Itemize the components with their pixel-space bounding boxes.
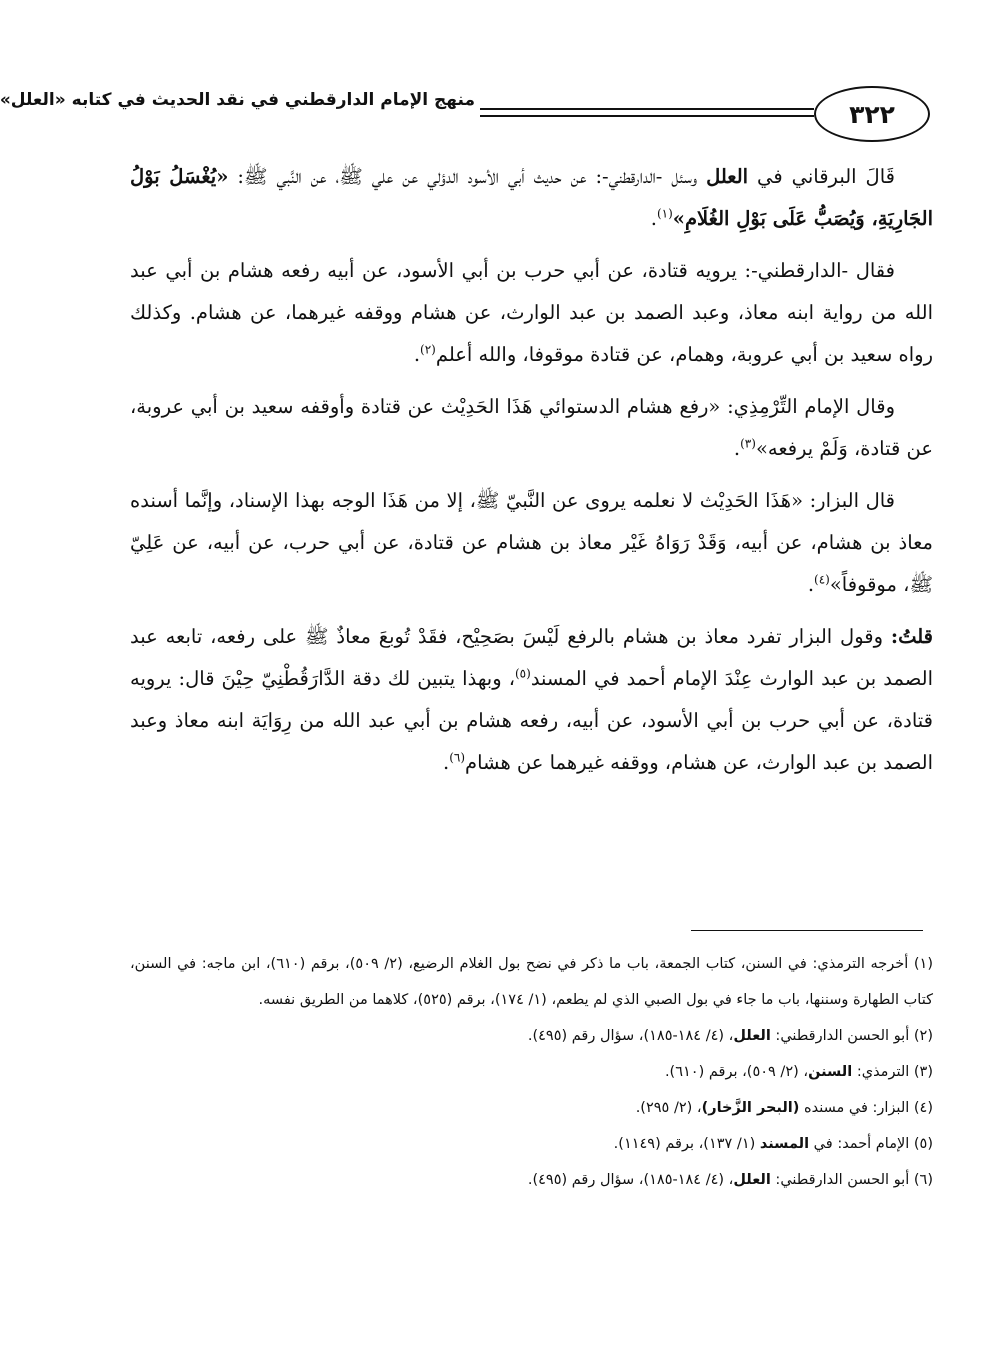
hadith-quote: «يُغْسَلُ بَوْلُ الجَارِيَةِ، وَيُصَبُّ عَلَى بَوْلِ الغُلَامِ» <box>130 165 933 230</box>
footnote-5 <box>130 1126 933 1162</box>
text-run: . <box>413 343 421 366</box>
footnote-text: ، (٢/ ٢٩٥). <box>635 1100 702 1116</box>
text-run: ، وبهذا يتبين لك دقة الدَّارَقُطْنِيّ حِيْنَ قال: يرويه قتادة، عن أبي حرب بن أبي الأسود، عن أبيه، رفعه هشام بن أبي عبد الله من رِوَايَة ابنه معاذ وعبد الصمد بن عبد الوارث، عن هشام، ووقفه غيرهما عن هشام <box>130 667 933 774</box>
footnotes <box>130 946 933 1198</box>
footnote-ref: (٤) <box>814 572 830 587</box>
running-title: منهج الإمام الدارقطني في نقد الحديث في كتابه «العلل» <box>0 90 475 110</box>
text-run: . <box>443 751 450 774</box>
header-double-rule <box>480 108 814 117</box>
book-title: السنن <box>808 1064 853 1080</box>
page-number: ٣٢٢ <box>814 86 930 142</box>
footnote-ref: (٣) <box>740 436 756 451</box>
footnote-text: (٦) أبو الحسن الدارقطني: <box>770 1172 933 1188</box>
footnote-text: (١) أخرجه الترمذي: في السنن، كتاب الجمعة، باب ما ذكر في نضح بول الغلام الرضيع، (٢/ ٥٠٩)، برقم (٦١٠)، ابن ماجه: في السنن، كتاب الطهارة وسننها، باب ما جاء في بول الصبي الذي لم يطعم، (١/ ١٧٤)، برقم (٥٢٥)، كلاهما من الطريق نفسه. <box>130 956 933 1008</box>
footnote-text: (٣) الترمذي: <box>852 1064 933 1080</box>
text-run: . <box>807 573 815 596</box>
footnote-text: (١/ ١٣٧)، برقم (١١٤٩). <box>613 1136 760 1152</box>
text-run: قال البزار: «هَذَا الحَدِيْث لا نعلمه يروى عن النَّبيّ ﷺ، إلا من هَذَا الوجه بهذا الإسناد، وإنَّما أسنده معاذ بن هشام، عن أبيه، وَقَدْ رَوَاهُ غَيْر معاذ بن هشام عن قتادة، عن أبي حرب، عن أبيه، عن عَلِيّ ﷺ، موقوفاً» <box>130 489 933 596</box>
qultu-label: قلتُ: <box>890 625 933 648</box>
book-title: العلل <box>733 1028 771 1044</box>
book-title: (البحر الزَّخار) <box>701 1100 800 1116</box>
footnote-4 <box>130 1090 933 1126</box>
footnote-ref: (٥) <box>514 666 531 681</box>
footnote-text: (٥) الإمام أحمد: في <box>809 1136 933 1152</box>
footnote-ref: (١) <box>656 206 673 221</box>
text-run: . <box>650 207 657 230</box>
paragraph-3 <box>130 386 933 470</box>
paragraph-5 <box>130 616 933 784</box>
main-text <box>130 156 933 794</box>
footnote-2 <box>130 1018 933 1054</box>
paragraph-2 <box>130 250 933 376</box>
footnote-text: ، (٢/ ٥٠٩)، برقم (٦١٠). <box>664 1064 809 1080</box>
book-title: العلل <box>706 165 749 188</box>
text-run: وقول البزار تفرد معاذ بن هشام بالرفع لَيْسَ بصَحِيْح، فقَدْ تُوبعَ معاذٌ ﷺ على رفعه، تابعه عبد الصمد بن عبد الوارث عِنْدَ الإمام أحمد في المسند <box>130 625 933 690</box>
footnote-3 <box>130 1054 933 1090</box>
text-run: . <box>733 437 741 460</box>
footnote-6 <box>130 1162 933 1198</box>
footnote-ref: (٢) <box>420 342 436 357</box>
footnote-separator <box>691 930 923 931</box>
book-title: العلل <box>733 1172 771 1188</box>
page-header <box>0 86 930 146</box>
paragraph-1 <box>130 156 933 240</box>
paragraph-4 <box>130 480 933 606</box>
footnote-1 <box>130 946 933 1018</box>
text-run: فقال -الدارقطني-: يرويه قتادة، عن أبي حرب بن أبي الأسود، عن أبيه رفعه هشام بن أبي عبد الله من رواية ابنه معاذ، وعبد الصمد بن عبد الوارث، عن هشام ووقفه غيرهما، عن هشام. وكذلك رواه سعيد بن أبي عروبة، وهمام، عن قتادة موقوفا، والله أعلم <box>130 259 933 366</box>
footnote-text: ، (٤/ ١٨٤-١٨٥)، سؤال رقم (٤٩٥). <box>527 1028 734 1044</box>
footnote-ref: (٦) <box>449 750 466 765</box>
footnote-text: (٤) البزار: في مسنده <box>799 1100 933 1116</box>
text-run: قَالَ البرقاني في <box>748 165 895 188</box>
footnote-text: ، (٤/ ١٨٤-١٨٥)، سؤال رقم (٤٩٥). <box>527 1172 734 1188</box>
footnote-text: (٢) أبو الحسن الدارقطني: <box>770 1028 933 1044</box>
text-run: وقال الإمام التِّرْمِذِي: «رفع هشام الدستوائي هَذَا الحَدِيْث عن قتادة وأوقفه سعيد بن أبي عروبة، عن قتادة، وَلَمْ يرفعه» <box>130 395 933 460</box>
text-run: وسئل -الدارقطني-: عن حديث أبي الأسود الدؤلي عن علي ﷺ، عن النَّبي ﷺ: <box>228 165 707 188</box>
book-title: المسند <box>759 1136 810 1152</box>
